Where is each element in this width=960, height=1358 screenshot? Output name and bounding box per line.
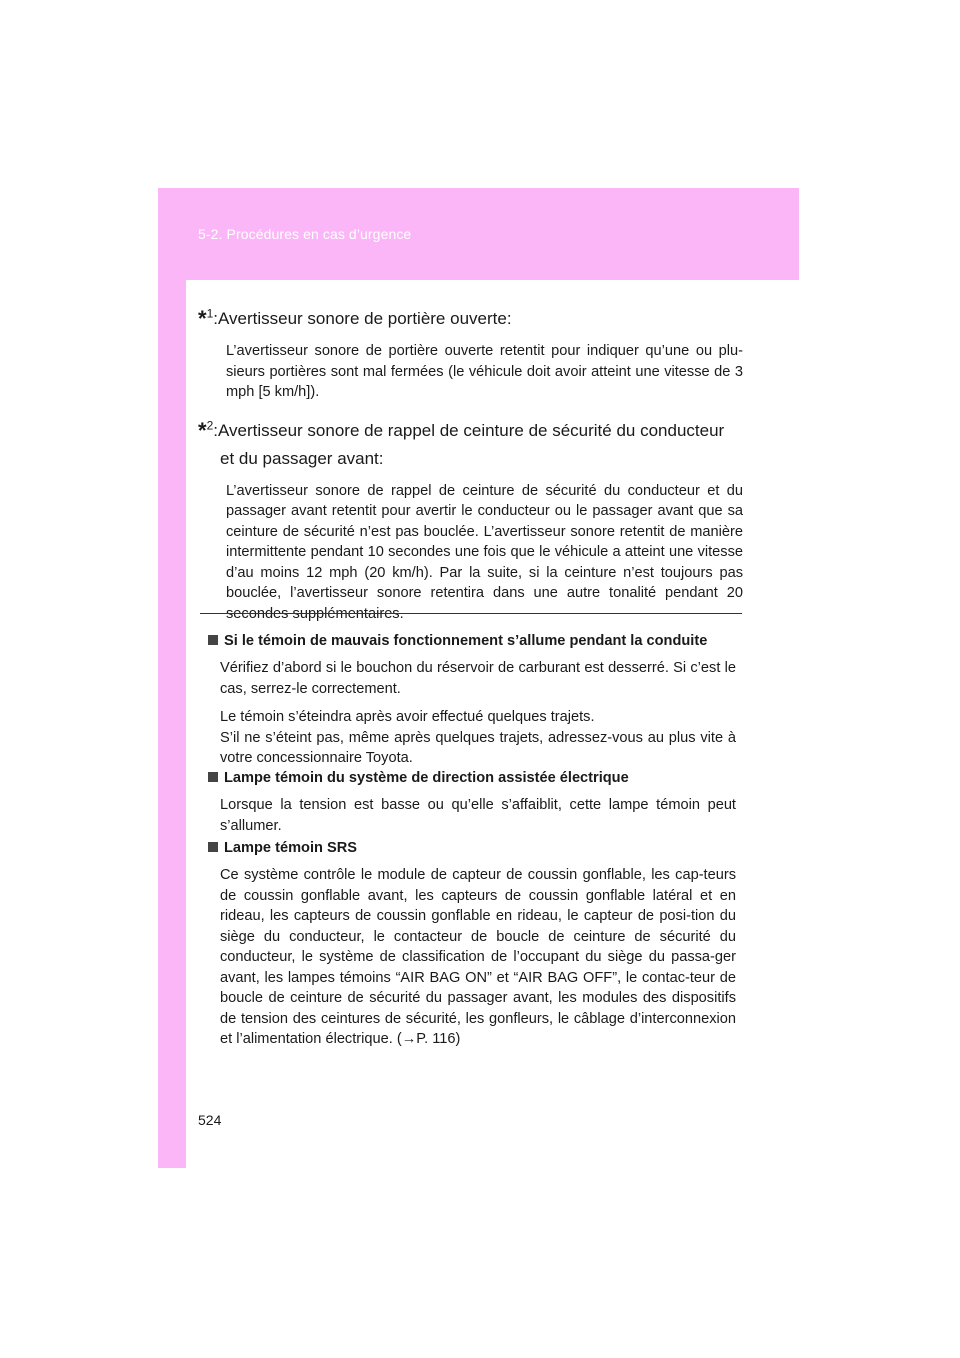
footnote-title: [198, 415, 743, 473]
footnotes-block: [198, 303, 743, 636]
asterisk-mark: *: [198, 417, 207, 443]
square-bullet-icon: [208, 772, 218, 782]
paragraph: Lorsque la tension est basse ou qu’elle s’affaiblit, cette lampe témoin peut s’allumer.: [220, 797, 736, 834]
section-srs-warning: [208, 837, 736, 1058]
section-divider: [200, 613, 742, 614]
section-malfunction-indicator: [208, 630, 736, 777]
section-body: [220, 865, 736, 1050]
footnote-number: 2: [206, 417, 214, 432]
section-eps-warning: [208, 767, 736, 844]
paragraph: Le témoin s’éteindra après avoir effectué quelques trajets.: [220, 709, 595, 725]
footnote-1: [198, 303, 743, 403]
section-body: [220, 658, 736, 769]
section-title: Lampe témoin SRS: [208, 837, 736, 859]
footnote-title-text: :Avertisseur sonore de rappel de ceinture de sécurité du conducteur: [213, 420, 725, 440]
paragraph: Ce système contrôle le module de capteur de coussin gonflable, les cap-teurs de coussin gonflable avant, les capteurs de coussin gonflable latéral et en rideau, les capteurs de coussin gonflable en rideau, le capteur de posi-tion du siège du conducteur, le contacteur de boucle de ceinture de sécurité du conducteur, le système de classification de l’occupant du siège du passa-ger avant, les lampes témoins “AIR BAG ON” et “AIR BAG OFF”, le contac-teur de boucle de ceinture de sécurité du passager avant, les modules des dispositifs de tension des ceintures de sécurité, les gonfleurs, le câblage d’interconnexion et l’alimentation électrique. (→P. 116): [220, 867, 736, 1047]
section-title: Si le témoin de mauvais fonctionnement s’allume pendant la conduite: [208, 630, 736, 652]
footnote-body: L’avertisseur sonore de rappel de ceinture de sécurité du conducteur et du passager avant retentit pour avertir le conducteur ou le passager avant que sa ceinture de sécurité n’est pas bouclée. L’avertisseur sonore retentit de manière intermittente pendant 10 secondes une fois que le véhicule a atteint une vitesse d’au moins 12 mph (20 km/h). Par la suite, si la ceinture n’est toujours pas bouclée, l’avertisseur sonore retentira dans une autre tonalité pendant 20 secondes supplémentaires.: [226, 482, 743, 622]
footnote-body: L’avertisseur sonore de portière ouverte retentit pour indiquer qu’une ou plu-sieurs portières sont mal fermées (le véhicule doit avoir atteint une vitesse de 3 mph [5 km/h]).: [226, 343, 743, 400]
section-header: 5-2. Procédures en cas d’urgence: [198, 226, 412, 242]
section-title: Lampe témoin du système de direction assistée électrique: [208, 767, 736, 789]
side-margin-strip: [158, 280, 186, 1168]
footnote-title: [198, 303, 743, 333]
footnote-2: [198, 415, 743, 625]
page-number: 524: [198, 1112, 222, 1128]
footnote-title-text: :Avertisseur sonore de portière ouverte:: [213, 309, 512, 328]
square-bullet-icon: [208, 635, 218, 645]
footnote-number: 1: [206, 306, 214, 321]
paragraph: Vérifiez d’abord si le bouchon du réservoir de carburant est desserré. Si c’est le cas, serrez-le correctement.: [220, 660, 736, 697]
footnote-title-continuation: et du passager avant:: [220, 448, 384, 468]
paragraph: S’il ne s’éteint pas, même après quelques trajets, adressez-vous au plus vite à votre concessionnaire Toyota.: [220, 729, 736, 766]
asterisk-mark: *: [198, 306, 207, 331]
section-body: [220, 795, 736, 836]
square-bullet-icon: [208, 842, 218, 852]
